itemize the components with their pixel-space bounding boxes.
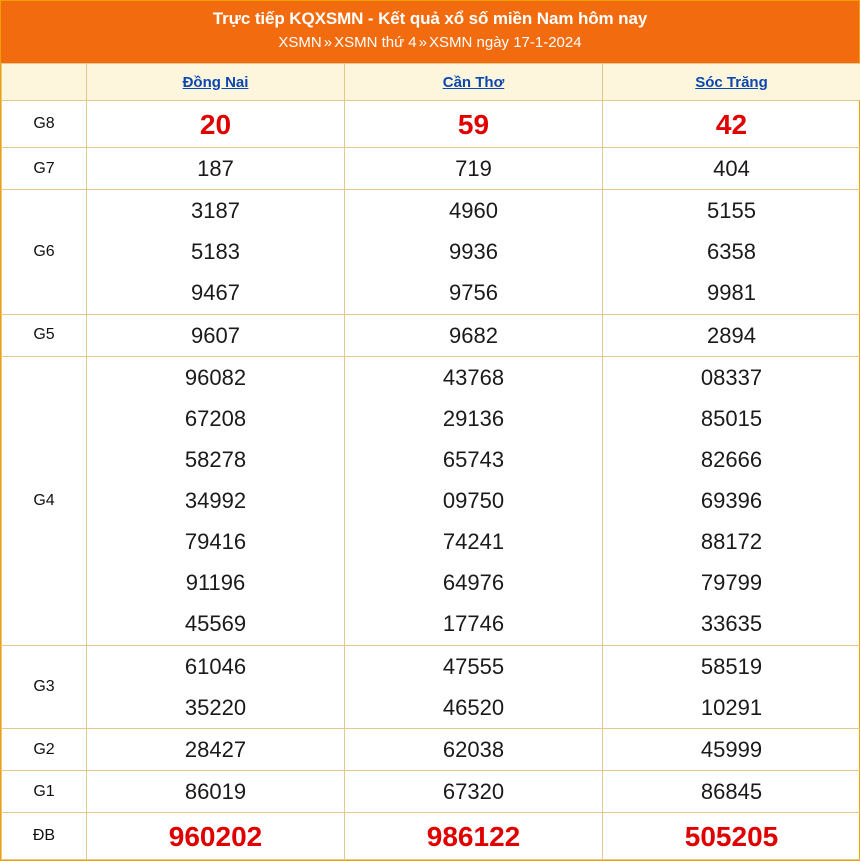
prize-cell [87, 813, 345, 860]
prize-number: 5155 [707, 198, 756, 224]
prize-number: 9682 [449, 322, 498, 348]
prize-number: 9936 [449, 239, 498, 265]
table-row [2, 771, 860, 813]
prize-number: 505205 [684, 820, 779, 852]
province-header-2 [603, 64, 860, 101]
prize-cell [87, 729, 345, 771]
prize-number: 45999 [700, 737, 763, 762]
province-link-can-tho[interactable]: Cần Thơ [442, 73, 505, 91]
prize-number: 46520 [442, 694, 505, 720]
prize-cell [345, 645, 603, 728]
prize-number: 47555 [442, 653, 505, 679]
prize-number: 719 [455, 156, 492, 181]
prize-number: 9467 [191, 280, 240, 306]
prize-number: 74241 [442, 529, 505, 555]
results-table-body [2, 101, 860, 860]
prize-cell [345, 771, 603, 813]
table-row [2, 101, 860, 148]
prize-label-g1: G1 [2, 771, 87, 813]
results-table [1, 63, 860, 860]
prize-number: 960202 [168, 820, 263, 852]
prize-number: 64976 [442, 570, 505, 596]
prize-number: 35220 [184, 694, 247, 720]
prize-cell [87, 148, 345, 190]
prize-label-đb: ĐB [2, 813, 87, 860]
prize-label-g6: G6 [2, 190, 87, 315]
table-row [2, 645, 860, 728]
prize-number: 5183 [191, 239, 240, 265]
prize-number: 43768 [442, 365, 505, 391]
prize-cell [603, 101, 860, 148]
prize-cell [603, 356, 860, 645]
table-row [2, 190, 860, 315]
prize-number: 28427 [184, 737, 247, 762]
prize-number: 09750 [442, 488, 505, 514]
page-header [1, 1, 859, 63]
prize-number: 88172 [700, 529, 763, 555]
prize-number: 9981 [707, 280, 756, 306]
prize-number: 3187 [191, 198, 240, 224]
prize-number: 986122 [426, 820, 521, 852]
table-header-row [2, 64, 860, 101]
prize-number: 82666 [700, 447, 763, 473]
prize-cell [345, 729, 603, 771]
province-header-0 [87, 64, 345, 101]
prize-number: 67208 [184, 406, 247, 432]
prize-number: 33635 [700, 611, 763, 637]
prize-number: 9756 [449, 280, 498, 306]
prize-number: 96082 [184, 365, 247, 391]
prize-cell [87, 645, 345, 728]
prize-number: 187 [197, 156, 234, 181]
prize-number: 79799 [700, 570, 763, 596]
prize-label-g5: G5 [2, 314, 87, 356]
prize-number: 45569 [184, 611, 247, 637]
prize-number: 58278 [184, 447, 247, 473]
breadcrumb-item-xsmn[interactable]: XSMN [278, 34, 322, 51]
prize-cell [345, 101, 603, 148]
prize-label-g3: G3 [2, 645, 87, 728]
prize-number: 85015 [700, 406, 763, 432]
prize-cell [603, 314, 860, 356]
prize-label-g4: G4 [2, 356, 87, 645]
prize-number: 6358 [707, 239, 756, 265]
prize-number: 86845 [700, 779, 763, 804]
prize-cell [87, 190, 345, 315]
breadcrumb-item-xsmn-date[interactable]: XSMN ngày 17-1-2024 [429, 34, 582, 51]
table-row [2, 813, 860, 860]
prize-cell [87, 356, 345, 645]
prize-number: 65743 [442, 447, 505, 473]
prize-cell [603, 645, 860, 728]
table-row [2, 729, 860, 771]
prize-cell [603, 148, 860, 190]
page-title: Trực tiếp KQXSMN - Kết quả xổ số miền Nam hôm nay [212, 9, 648, 28]
prize-cell [603, 771, 860, 813]
prize-cell [603, 729, 860, 771]
prize-number: 9607 [191, 322, 240, 348]
prize-cell [345, 356, 603, 645]
prize-cell [345, 148, 603, 190]
prize-number: 91196 [185, 570, 246, 596]
prize-number: 79416 [184, 529, 247, 555]
prize-number: 61046 [184, 653, 247, 679]
prize-cell [345, 190, 603, 315]
prize-number: 29136 [442, 406, 505, 432]
breadcrumb [1, 32, 859, 54]
prize-number: 86019 [184, 779, 247, 804]
prize-number: 58519 [700, 653, 763, 679]
table-row [2, 148, 860, 190]
prize-cell [345, 813, 603, 860]
table-row [2, 314, 860, 356]
prize-number: 20 [199, 108, 232, 140]
prize-number: 10291 [700, 694, 763, 720]
prize-number: 2894 [707, 322, 756, 348]
prize-cell [603, 813, 860, 860]
province-header-1 [345, 64, 603, 101]
prize-cell [87, 314, 345, 356]
prize-number: 404 [713, 156, 750, 181]
prize-number: 67320 [442, 779, 505, 804]
province-link-dong-nai[interactable]: Đồng Nai [182, 73, 249, 91]
prize-label-g8: G8 [2, 101, 87, 148]
prize-number: 34992 [184, 488, 247, 514]
prize-cell [603, 190, 860, 315]
breadcrumb-separator-2: » [418, 34, 427, 51]
table-corner-cell [2, 64, 87, 101]
prize-number: 69396 [700, 488, 763, 514]
breadcrumb-separator-1: » [323, 34, 333, 51]
prize-number: 62038 [442, 737, 505, 762]
prize-label-g2: G2 [2, 729, 87, 771]
prize-number: 08337 [700, 365, 763, 391]
prize-number: 4960 [449, 198, 498, 224]
province-link-soc-trang[interactable]: Sóc Trăng [695, 73, 768, 91]
prize-cell [345, 314, 603, 356]
prize-number: 42 [715, 108, 748, 140]
prize-cell [87, 101, 345, 148]
table-row [2, 356, 860, 645]
prize-cell [87, 771, 345, 813]
prize-label-g7: G7 [2, 148, 87, 190]
breadcrumb-item-xsmn-thu-4[interactable]: XSMN thứ 4 [334, 34, 417, 51]
prize-number: 59 [457, 108, 490, 140]
prize-number: 17746 [442, 611, 505, 637]
